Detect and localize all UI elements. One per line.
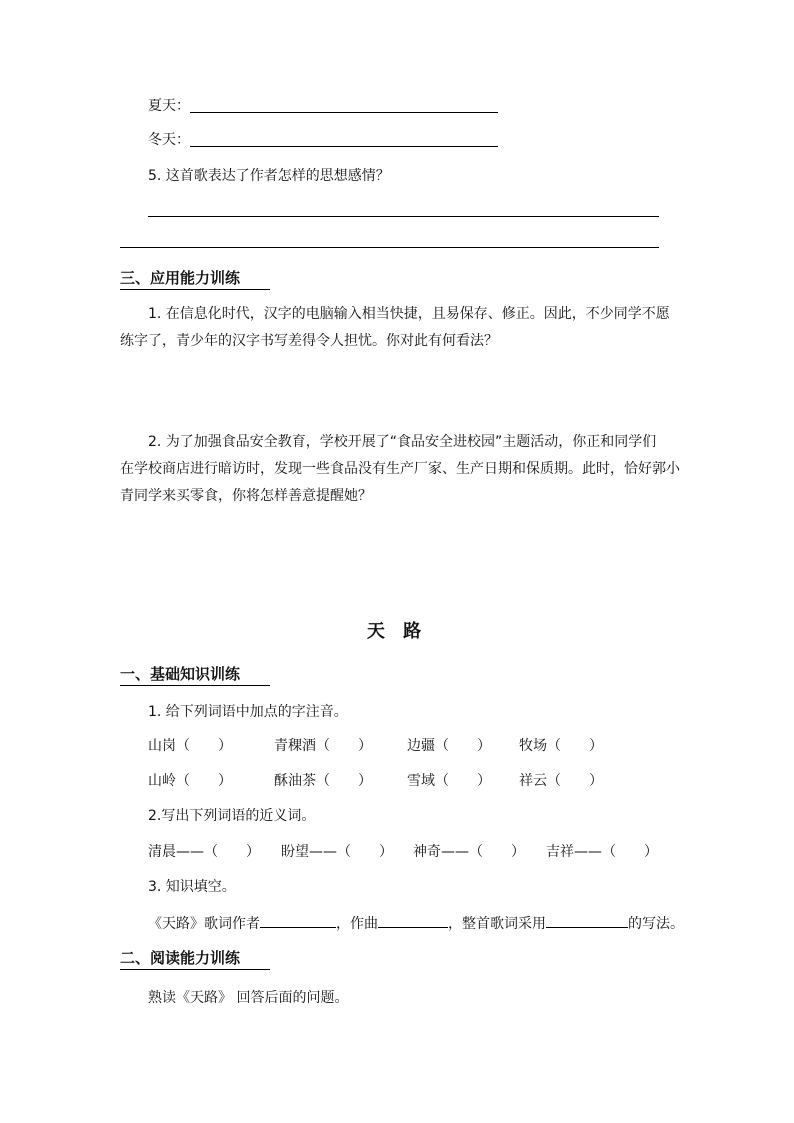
synonym-item[interactable]: 吉祥——（ ）	[546, 844, 658, 860]
lesson-title: 天 路	[366, 621, 428, 642]
technique-blank[interactable]	[546, 913, 628, 928]
s3-q2-line3: 青同学来买零食，你将怎样善意提醒她？	[120, 488, 372, 504]
winter-label: 冬天：	[148, 132, 190, 148]
pinyin-item[interactable]: 牧场（ ）	[519, 738, 603, 754]
lesson-question-2: 2.写出下列词语的近义词。	[148, 808, 316, 824]
section-1-rule	[120, 685, 270, 686]
reading-prompt: 熟读《天路》 回答后面的问题。	[148, 990, 349, 1006]
winter-answer-line[interactable]	[190, 146, 498, 147]
pinyin-item[interactable]: 祥云（ ）	[519, 773, 603, 789]
section-3-rule	[120, 289, 270, 290]
lesson-question-1: 1. 给下列词语中加点的字注音。	[148, 704, 348, 720]
pinyin-row-2	[148, 771, 648, 791]
s3-q1-line1: 1. 在信息化时代，汉字的电脑输入相当快捷，且易保存、修正。因此，不少同学不愿	[148, 306, 670, 322]
fill-in-sentence	[148, 913, 684, 934]
lesson-question-3: 3. 知识填空。	[148, 879, 236, 895]
pinyin-item[interactable]: 山岭（ ）	[148, 773, 232, 789]
pinyin-item[interactable]: 酥油茶（ ）	[274, 773, 372, 789]
s3-q2-line2: 在学校商店进行暗访时，发现一些食品没有生产厂家、生产日期和保质期。此时，恰好郭小	[120, 461, 680, 477]
q5-answer-line-2[interactable]	[120, 247, 659, 248]
section-1-heading: 一、基础知识训练	[120, 665, 241, 683]
q5-answer-line-1[interactable]	[148, 216, 659, 217]
composer-blank[interactable]	[378, 913, 448, 928]
synonym-item[interactable]: 神奇——（ ）	[413, 844, 525, 860]
question-5: 5. 这首歌表达了作者怎样的思想感情？	[148, 168, 390, 184]
synonym-row	[148, 842, 668, 862]
fill-text-4: 的写法。	[628, 916, 684, 932]
s3-q2-line1: 2. 为了加强食品安全教育，学校开展了“食品安全进校园”主题活动，你正和同学们	[148, 434, 657, 450]
fill-text-2: ，作曲	[336, 916, 378, 932]
synonym-item[interactable]: 盼望——（ ）	[281, 844, 393, 860]
fill-text-1: 《天路》歌词作者	[148, 916, 260, 932]
synonym-item[interactable]: 清晨——（ ）	[148, 844, 260, 860]
pinyin-item[interactable]: 雪域（ ）	[407, 773, 491, 789]
lyricist-blank[interactable]	[260, 913, 336, 928]
section-2-heading: 二、阅读能力训练	[120, 949, 241, 967]
pinyin-item[interactable]: 边疆（ ）	[407, 738, 491, 754]
summer-label: 夏天：	[148, 98, 190, 114]
section-2-rule	[120, 969, 270, 970]
summer-answer-line[interactable]	[190, 112, 498, 113]
pinyin-item[interactable]: 山岗（ ）	[148, 738, 232, 754]
fill-text-3: ，整首歌词采用	[448, 916, 546, 932]
pinyin-row-1	[148, 736, 648, 756]
section-3-heading: 三、应用能力训练	[120, 269, 241, 287]
s3-q1-line2: 练字了，青少年的汉字书写差得令人担忧。你对此有何看法？	[120, 333, 498, 349]
pinyin-item[interactable]: 青稞酒（ ）	[274, 738, 372, 754]
